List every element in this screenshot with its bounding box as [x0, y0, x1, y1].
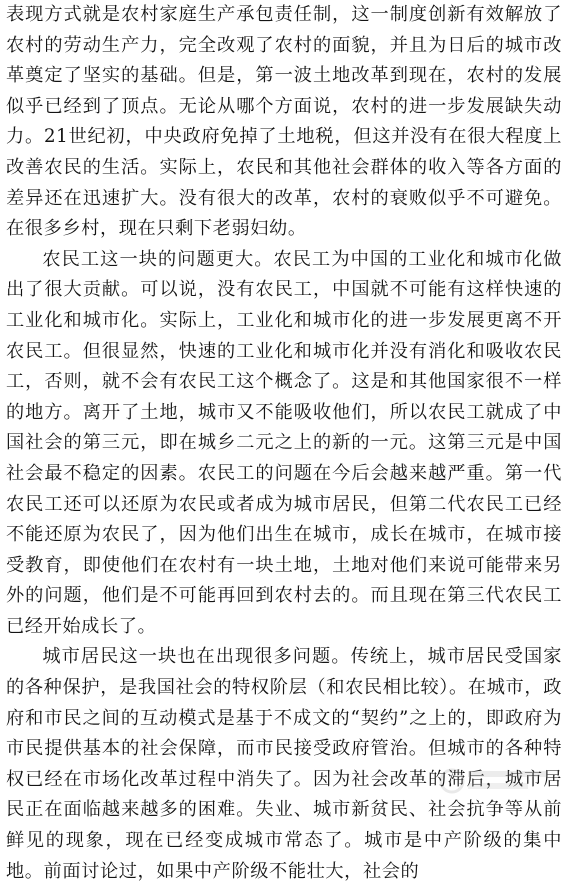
- paragraph-migrant-workers: 农民工这一块的问题更大。农民工为中国的工业化和城市化做出了很大贡献。可以说，没有农民工，中国就不可能有这样快速的工业化和城市化。实际上，工业化和城市化的进一步发展更离不开农民工。但很显然，快速的工业化和城市化并没有消化和吸收农民工，否则，就不会有农民工这个概念了。这是和其他国家很不一样的地方。离开了土地，城市又不能吸收他们，所以农民工就成了中国社会的第三元，即在城乡二元之上的新的一元。这第三元是中国社会最不稳定的因素。农民工的问题在今后会越来越严重。第一代农民工还可以还原为农民或者成为城市居民，但第二代农民工已经不能还原为农民了，因为他们出生在城市，成长在城市，在城市接受教育，即使他们在农村有一块土地，土地对他们来说可能带来另外的问题，他们是不可能再回到农村去的。而且现在第三代农民工已经开始成长了。: [6, 248, 562, 637]
- paragraph-rural-reform: 表现方式就是农村家庭生产承包责任制，这一制度创新有效解放了农村的劳动生产力，完全改观了农村的面貌，并且为日后的城市改革奠定了坚实的基础。但是，第一波土地改革到现在，农村的发展似乎已经到了顶点。无论从哪个方面说，农村的进一步发展缺失动力。21世纪初，中央政府免掉了土地税，但这并没有在很大程度上改善农民的生活。实际上，农民和其他社会群体的收入等各方面的差异还在迅速扩大。没有很大的改革，农村的衰败似乎不可避免。在很多乡村，现在只剩下老弱妇幼。: [6, 4, 562, 240]
- document-page: [6, 0, 562, 882]
- paragraph-urban-residents: 城市居民这一块也在出现很多问题。传统上，城市居民受国家的各种保护，是我国社会的特权阶层（和农民相比较）。在城市，政府和市民之间的互动模式是基于不成文的“契约”之上的，即政府为市民提供基本的社会保障，而市民接受政府管治。但城市的各种特权已经在市场化改革过程中消失了。因为社会改革的滞后，城市居民正在面临越来越多的困难。失业、城市新贫民、社会抗争等从前鲜见的现象，现在已经变成城市常态了。城市是中产阶级的集中地。前面讨论过，如果中产阶级不能壮大，社会的: [6, 646, 562, 882]
